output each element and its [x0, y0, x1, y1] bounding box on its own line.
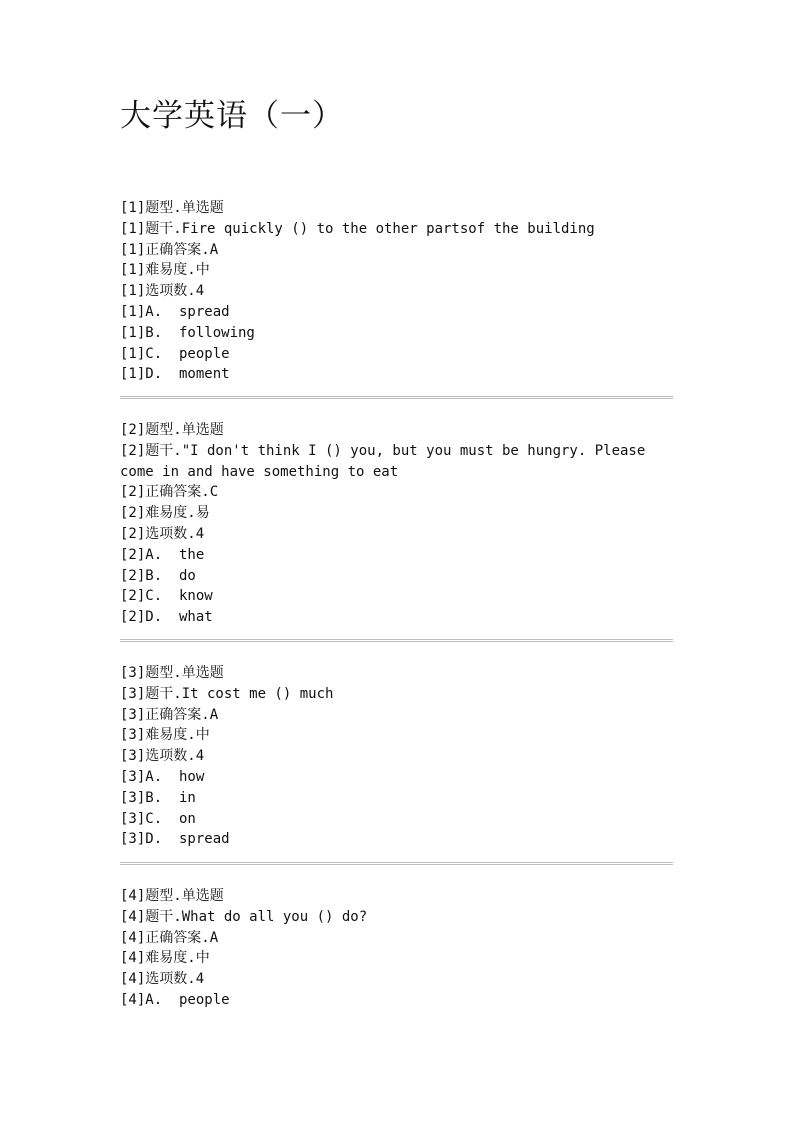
question-stem: [4]题干.What do all you () do?: [120, 908, 368, 925]
question-stem: [1]题干.Fire quickly () to the other partsof the building: [120, 220, 595, 237]
question-type: [2]题型.单选题: [120, 422, 224, 438]
option-d: [3]D. spread: [120, 831, 230, 848]
option-count: [1]选项数.4: [120, 283, 205, 300]
option-count: [3]选项数.4: [120, 748, 205, 765]
question-block-2: [120, 420, 680, 628]
difficulty: [2]难易度.易: [120, 505, 210, 522]
option-a: [3]A. how: [120, 768, 205, 785]
option-d: [1]D. moment: [120, 366, 230, 383]
question-block-3: [120, 663, 680, 850]
section-divider: [120, 862, 673, 865]
option-a: [1]A. spread: [120, 303, 230, 320]
option-count: [2]选项数.4: [120, 525, 205, 542]
option-b: [3]B. in: [120, 789, 196, 806]
correct-answer: [3]正确答案.A: [120, 706, 219, 723]
difficulty: [3]难易度.中: [120, 727, 210, 744]
correct-answer: [4]正确答案.A: [120, 929, 219, 946]
section-divider: [120, 396, 673, 399]
question-stem: [3]题干.It cost me () much: [120, 685, 334, 702]
question-stem: [2]题干."I don't think I () you, but you must be hungry. Please come in and have something to eat: [120, 442, 654, 480]
option-count: [4]选项数.4: [120, 971, 205, 988]
question-type: [3]题型.单选题: [120, 665, 224, 681]
option-b: [1]B. following: [120, 324, 255, 341]
difficulty: [4]难易度.中: [120, 950, 210, 967]
option-c: [3]C. on: [120, 810, 196, 827]
option-b: [2]B. do: [120, 567, 196, 584]
question-block-1: [120, 198, 680, 385]
section-divider: [120, 639, 673, 642]
option-d: [2]D. what: [120, 609, 213, 626]
correct-answer: [2]正确答案.C: [120, 484, 219, 501]
question-type: [1]题型.单选题: [120, 200, 224, 216]
option-a: [2]A. the: [120, 546, 205, 563]
option-c: [1]C. people: [120, 345, 230, 362]
difficulty: [1]难易度.中: [120, 262, 210, 279]
question-block-4: [120, 886, 680, 1011]
option-a: [4]A. people: [120, 991, 230, 1008]
question-type: [4]题型.单选题: [120, 888, 224, 904]
option-c: [2]C. know: [120, 588, 213, 605]
document-title: 大学英语（一）: [120, 98, 344, 134]
correct-answer: [1]正确答案.A: [120, 241, 219, 258]
